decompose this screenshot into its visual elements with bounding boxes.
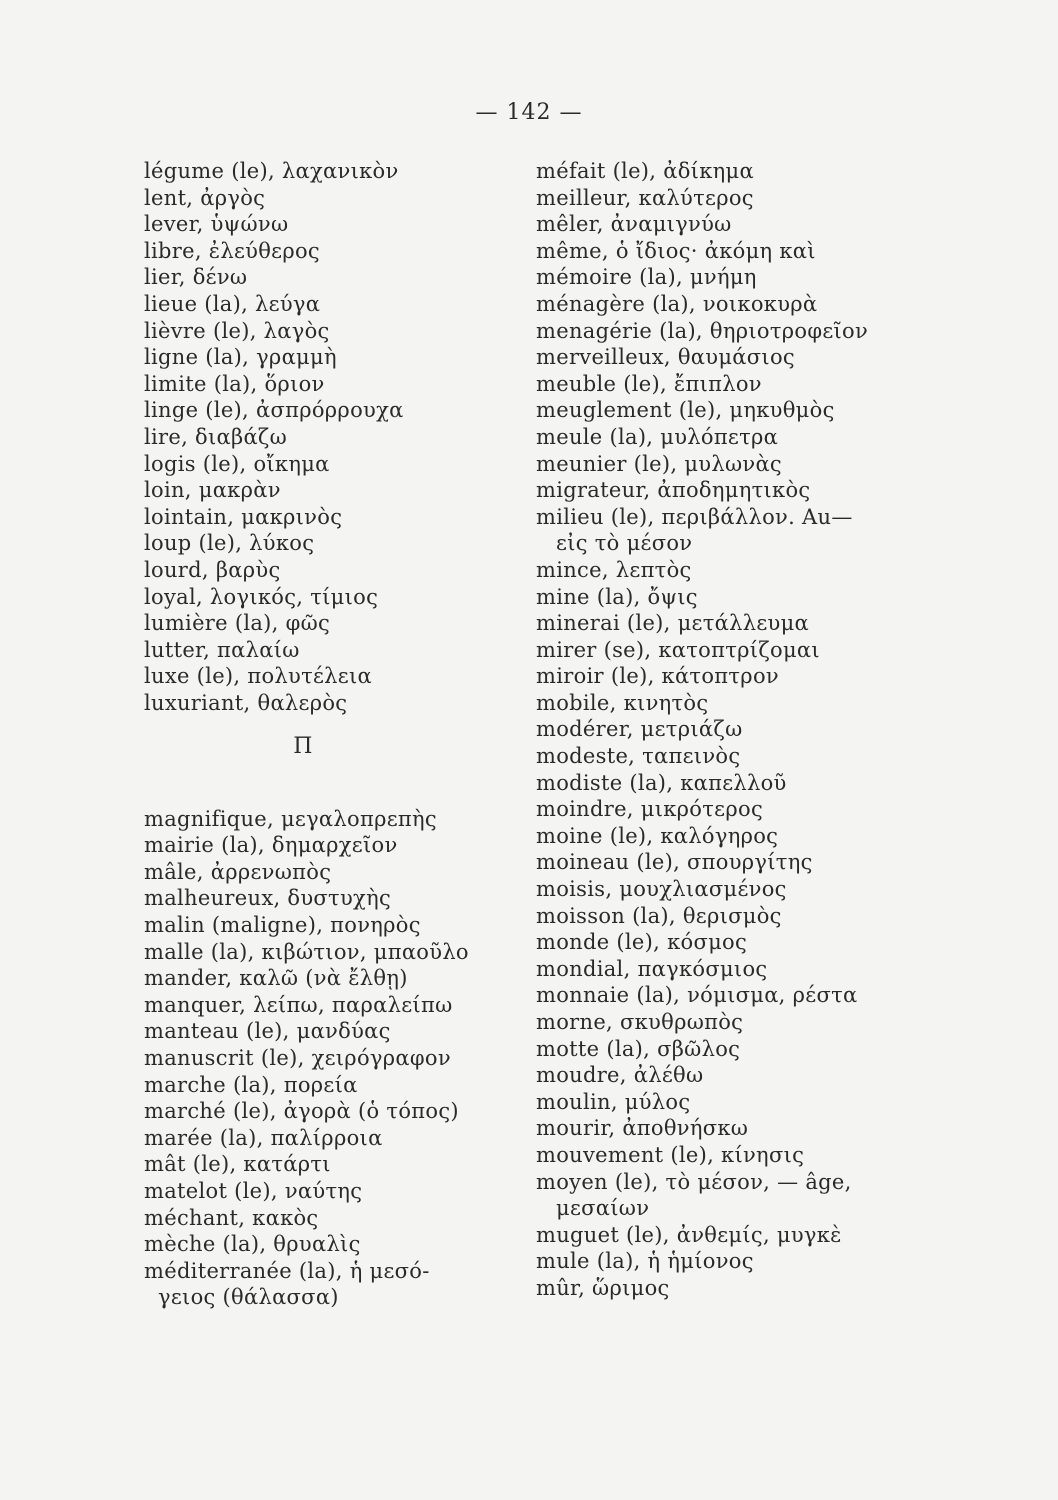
- dictionary-entry: mule (la), ἡ ἡμίονος: [536, 1249, 754, 1274]
- dictionary-entry: motte (la), σβῶλος: [536, 1036, 741, 1061]
- dictionary-entry: lier, δένω: [144, 265, 248, 290]
- dictionary-entry: monnaie (la), νόμισμα, ρέστα: [536, 983, 858, 1008]
- dictionary-entry: limite (la), ὅριον: [144, 371, 325, 396]
- dictionary-entry: mondial, παγκόσμιος: [536, 956, 768, 981]
- dictionary-entry: mobile, κινητὸς: [536, 690, 709, 715]
- dictionary-entry: loup (le), λύκος: [144, 531, 315, 556]
- left-column: [144, 158, 539, 1311]
- spacer: [144, 716, 539, 734]
- dictionary-entry: mine (la), ὄψις: [536, 584, 698, 609]
- dictionary-entry: méditerranée (la), ἡ μεσό-: [144, 1258, 430, 1283]
- dictionary-entry: modeste, ταπεινὸς: [536, 744, 741, 769]
- dictionary-entry: loin, μακρὰν: [144, 478, 281, 503]
- section-letter: Π: [293, 734, 313, 760]
- dictionary-entry: monde (le), κόσμος: [536, 930, 748, 955]
- dictionary-entry: moudre, ἀλέθω: [536, 1063, 704, 1088]
- dictionary-entry: ménagère (la), νοικοκυρὰ: [536, 291, 818, 316]
- dictionary-entry: mèche (la), θρυαλὶς: [144, 1232, 361, 1257]
- dictionary-entry: muguet (le), ἀνθεμίς, μυγκὲ: [536, 1222, 842, 1247]
- dictionary-entry: mêler, ἀναμιγνύω: [536, 212, 732, 237]
- entry-continuation: μεσαίων: [556, 1196, 650, 1221]
- dictionary-entry: marche (la), πορεία: [144, 1072, 358, 1097]
- dictionary-entry: ligne (la), γραμμὴ: [144, 345, 337, 370]
- dictionary-entry: milieu (le), περιβάλλον. Au—: [536, 504, 853, 529]
- dictionary-entry: lever, ὑψώνω: [144, 212, 289, 237]
- dictionary-entry: moulin, μύλος: [536, 1089, 691, 1114]
- dictionary-entry: matelot (le), ναύτης: [144, 1178, 363, 1203]
- dictionary-entry: meunier (le), μυλωνὰς: [536, 451, 782, 476]
- dictionary-entry: luxuriant, θαλερὸς: [144, 690, 348, 715]
- spacer: [144, 788, 539, 806]
- page-number: — 142 —: [475, 100, 583, 125]
- dictionary-entry: moisson (la), θερισμὸς: [536, 903, 782, 928]
- dictionary-entry: moine (le), καλόγηρος: [536, 823, 779, 848]
- entry-continuation: εἰς τὸ μέσον: [556, 531, 693, 556]
- dictionary-entry: lent, ἀργὸς: [144, 185, 266, 210]
- left-entries-bottom: [144, 806, 539, 1311]
- dictionary-entry: modiste (la), καπελλοῦ: [536, 770, 787, 795]
- dictionary-entry: manteau (le), μανδύας: [144, 1019, 391, 1044]
- dictionary-entry: même, ὁ ἴδιος· ἀκόμη καὶ: [536, 238, 816, 263]
- dictionary-entry: libre, ἐλεύθερος: [144, 238, 320, 263]
- dictionary-entry: logis (le), οἴκημα: [144, 451, 330, 476]
- dictionary-entry: meuble (le), ἔπιπλον: [536, 371, 762, 396]
- left-entries-top: [144, 158, 539, 716]
- dictionary-entry: manquer, λείπω, παραλείπω: [144, 992, 453, 1017]
- dictionary-entry: loyal, λογικός, τίμιος: [144, 584, 379, 609]
- dictionary-entry: linge (le), ἀσπρόρρουχα: [144, 398, 404, 423]
- dictionary-entry: malheureux, δυστυχὴς: [144, 886, 392, 911]
- dictionary-entry: morne, σκυθρωπὸς: [536, 1010, 744, 1034]
- dictionary-entry: mât (le), κατάρτι: [144, 1152, 331, 1177]
- dictionary-entry: mâle, ἀρρενωπὸς: [144, 859, 332, 884]
- dictionary-entry: mirer (se), κατοπτρίζομαι: [536, 637, 820, 662]
- dictionary-entry: mûr, ὥριμος: [536, 1275, 670, 1300]
- dictionary-entry: minerai (le), μετάλλευμα: [536, 611, 810, 636]
- dictionary-entry: moisis, μουχλιασμένος: [536, 877, 787, 902]
- dictionary-entry: moineau (le), σπουργίτης: [536, 850, 813, 875]
- dictionary-entry: meule (la), μυλόπετρα: [536, 424, 779, 449]
- dictionary-entry: marché (le), ἀγορὰ (ὁ τόπος): [144, 1099, 459, 1124]
- dictionary-entry: lumière (la), φῶς: [144, 611, 331, 636]
- dictionary-entry: magnifique, μεγαλοπρεπὴς: [144, 806, 437, 831]
- dictionary-entry: mairie (la), δημαρχεῖον: [144, 833, 398, 858]
- dictionary-entry: malin (maligne), πονηρὸς: [144, 913, 421, 938]
- dictionary-entry: lutter, παλαίω: [144, 637, 300, 662]
- dictionary-entry: méchant, κακὸς: [144, 1205, 319, 1230]
- dictionary-entry: modérer, μετριάζω: [536, 717, 743, 742]
- dictionary-entry: migrateur, ἀποδημητικὸς: [536, 478, 811, 503]
- right-column: [536, 158, 976, 1302]
- dictionary-entry: lièvre (le), λαγὸς: [144, 318, 330, 343]
- dictionary-entry: lieue (la), λεύγα: [144, 291, 321, 316]
- dictionary-entry: mander, καλῶ (νὰ ἔλθῃ): [144, 966, 408, 991]
- dictionary-entry: lire, διαβάζω: [144, 424, 288, 449]
- entry-continuation: γειος (θάλασσα): [158, 1285, 339, 1310]
- dictionary-entry: menagérie (la), θηριοτροφεῖον: [536, 318, 869, 343]
- spacer: [144, 761, 539, 788]
- dictionary-entry: manuscrit (le), χειρόγραφον: [144, 1046, 451, 1070]
- dictionary-entry: marée (la), παλίρροια: [144, 1125, 383, 1150]
- dictionary-entry: malle (la), κιβώτιον, μπαοῦλο: [144, 939, 469, 964]
- dictionary-entry: meuglement (le), μηκυθμὸς: [536, 398, 835, 423]
- dictionary-entry: lointain, μακρινὸς: [144, 504, 343, 529]
- dictionary-entry: méfait (le), ἀδίκημα: [536, 159, 754, 183]
- dictionary-entry: moindre, μικρότερος: [536, 797, 763, 822]
- dictionary-entry: miroir (le), κάτοπτρον: [536, 664, 779, 689]
- dictionary-entry: merveilleux, θαυμάσιος: [536, 345, 795, 370]
- dictionary-entry: meilleur, καλύτερος: [536, 185, 754, 210]
- dictionary-entry: lourd, βαρὺς: [144, 557, 281, 582]
- dictionary-entry: moyen (le), τὸ μέσον, — âge,: [536, 1169, 852, 1194]
- dictionary-entry: mince, λεπτὸς: [536, 557, 692, 582]
- dictionary-entry: légume (le), λαχανικὸν: [144, 159, 399, 183]
- dictionary-entry: mourir, ἀποθνήσκω: [536, 1116, 749, 1141]
- dictionary-entry: luxe (le), πολυτέλεια: [144, 664, 372, 689]
- dictionary-entry: mémoire (la), μνήμη: [536, 265, 757, 290]
- dictionary-entry: mouvement (le), κίνησις: [536, 1142, 805, 1167]
